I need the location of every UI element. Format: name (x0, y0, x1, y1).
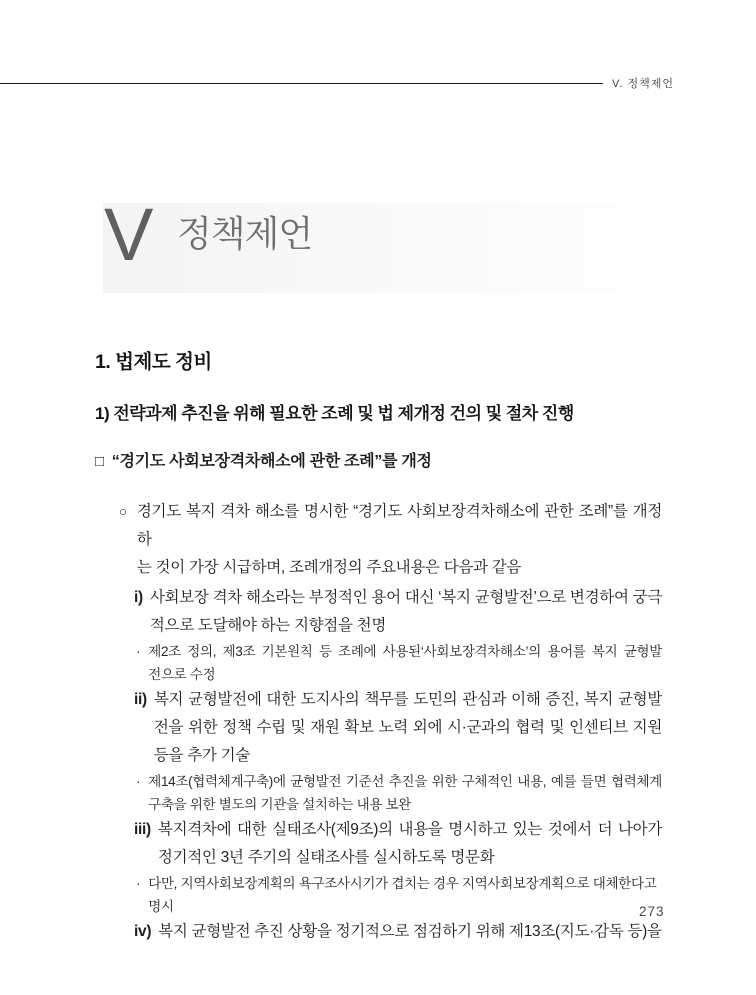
bullet-line: 다만, 지역사회보장계획의 욕구조사시기가 겹치는 경우 지역사회보장계획으로 대체한다고 명시 (148, 876, 657, 914)
chapter-number: V (104, 193, 154, 276)
list-item-marker: i) (134, 589, 143, 606)
page-number: 273 (639, 904, 665, 919)
box-item-text: “경기도 사회보장격차해소에 관한 조례”를 개정 (111, 453, 432, 470)
list-item-iii (134, 816, 662, 872)
circle-item-line: 는 것이 가장 시급하며, 조례개정의 주요내용은 다음과 같음 (136, 559, 522, 576)
bullet-line: 구축을 위한 별도의 기관을 설치하는 내용 보완 (148, 797, 411, 812)
list-item-marker: iii) (134, 821, 151, 838)
chapter-banner (103, 193, 650, 293)
list-item-line: 정기적인 3년 주기의 실태조사를 실시하도록 명문화 (157, 849, 495, 866)
circle-item-line: 경기도 복지 격차 해소를 명시한 “경기도 사회보장격차해소에 관한 조례”를 개정하 (136, 503, 662, 548)
box-list-item (95, 451, 662, 473)
list-item-line: 복지격차에 대한 실태조사(제9조)의 내용을 명시하고 있는 것에서 더 나아가 (157, 821, 662, 838)
bullet-marker: · (136, 774, 141, 789)
circle-list-item (119, 498, 662, 582)
list-item-ii (134, 686, 662, 770)
running-header-title: V. 정책제언 (612, 78, 674, 90)
bullet-line: 전으로 수정 (148, 667, 216, 682)
list-item-line: 복지 균형발전 추진 상황을 정기적으로 점검하기 위해 제13조(지도·감독 등)을 (158, 923, 662, 940)
header-rule (0, 83, 603, 84)
bullet-line: 제14조(협력체계구축)에 균형발전 기준선 추진을 위한 구체적인 내용, 예를 들면 협력체계 (148, 774, 662, 789)
circle-marker: ○ (119, 504, 127, 519)
bullet-item (136, 770, 662, 816)
bullet-marker: · (136, 876, 141, 891)
list-item-line: 등을 추가 기술 (153, 747, 250, 764)
bullet-item (136, 640, 662, 686)
list-item-line: 사회보장 격차 해소라는 부정적인 용어 대신 ‘복지 균형발전’으로 변경하여 궁극 (149, 589, 662, 606)
list-item-marker: iv) (134, 923, 152, 940)
list-item-line: 복지 균형발전에 대한 도지사의 책무를 도민의 관심과 이해 증진, 복지 균형발 (153, 691, 662, 708)
bullet-item (136, 872, 662, 918)
section-heading: 1. 법제도 정비 (95, 351, 212, 373)
list-item-iv (134, 918, 662, 946)
subsection-heading: 1) 전략과제 추진을 위해 필요한 조례 및 법 제개정 건의 및 절차 진행 (95, 404, 574, 423)
bullet-marker: · (136, 644, 141, 659)
list-item-i (134, 584, 662, 640)
box-marker: □ (95, 453, 104, 470)
running-header (0, 75, 756, 91)
list-item-marker: ii) (134, 691, 147, 708)
list-item-line: 적으로 도달해야 하는 지향점을 천명 (149, 617, 386, 634)
list-item-line: 전을 위한 정책 수립 및 재원 확보 노력 외에 시·군과의 협력 및 인센티브 지원 (153, 719, 662, 736)
bullet-line: 제2조 정의, 제3조 기본원칙 등 조례에 사용된‘사회보장격차해소’의 용어를 복지 균형발 (148, 644, 662, 659)
chapter-title: 정책제언 (177, 213, 313, 254)
page-content (95, 350, 662, 946)
